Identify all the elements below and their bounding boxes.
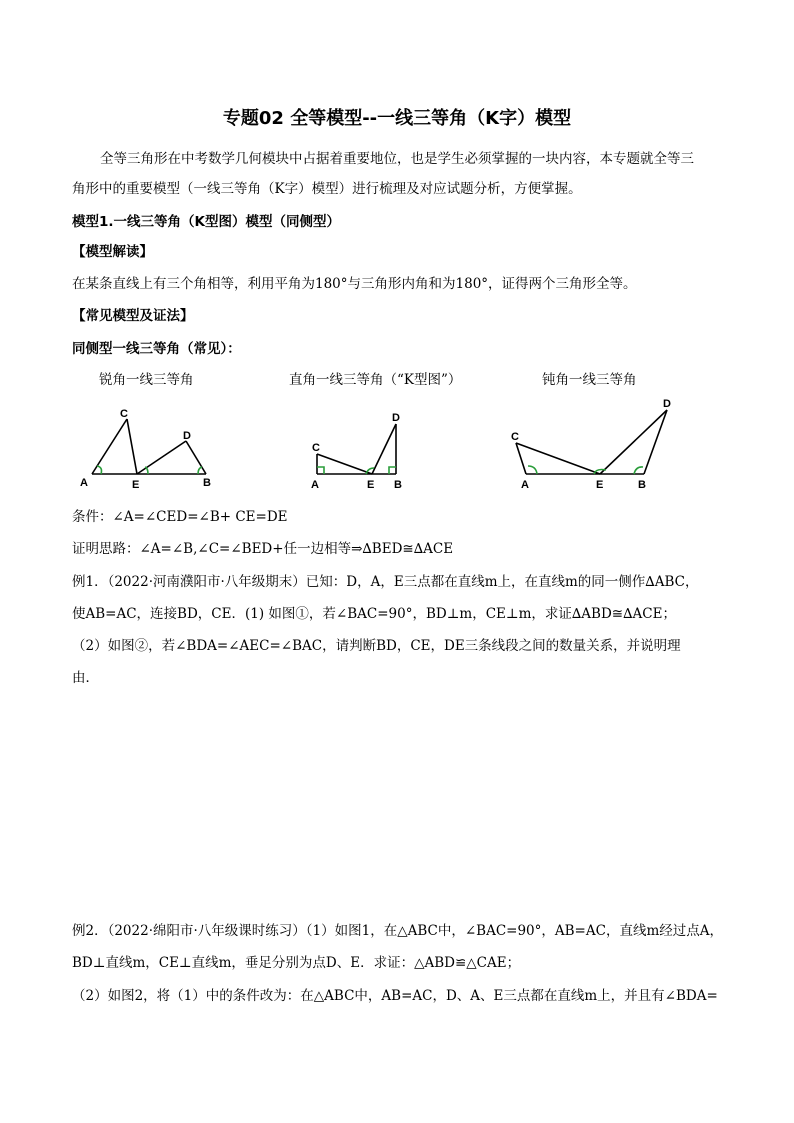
fig2-label-d: D xyxy=(392,412,400,424)
intro-line-1: 全等三角形在中考数学几何模块中占据着重要地位，也是学生必须掌握的一块内容，本专题就全等三 xyxy=(100,151,694,167)
figure-obtuse xyxy=(516,410,667,474)
example1-line-2: 使AB=AC，连接BD，CE．(1) 如图①，若∠BAC=90°，BD⊥m，CE⊥m，求证∆ABD≅∆ACE； xyxy=(72,606,676,622)
caption-acute: 锐角一线三等角 xyxy=(99,372,194,388)
condition-line: 条件：∠A=∠CED=∠B+ CE=DE xyxy=(72,509,288,525)
figure-acute xyxy=(92,419,206,474)
example2-line-3: （2）如图2，将（1）中的条件改为：在△ABC中，AB=AC，D、A、E三点都在直线m上，并且有∠BDA= xyxy=(72,988,718,1004)
fig3-label-b: B xyxy=(638,479,646,491)
caption-obtuse: 钝角一线三等角 xyxy=(542,372,637,388)
fig1-label-d: D xyxy=(183,430,191,442)
example2-line-2: BD⊥直线m，CE⊥直线m，垂足分别为点D、E．求证：△ABD≌△CAE； xyxy=(72,955,521,971)
interpret-text: 在某条直线上有三个角相等，利用平角为180°与三角形内角和为180°，证得两个三角形全等。 xyxy=(72,276,637,292)
fig2-label-b: B xyxy=(394,479,402,491)
figure-right xyxy=(317,424,396,474)
caption-right: 直角一线三等角（“K型图”） xyxy=(289,372,462,388)
intro-line-2: 角形中的重要模型（一线三等角（K字）模型）进行梳理及对应试题分析，方便掌握。 xyxy=(72,181,582,197)
common-heading: 【常见模型及证法】 xyxy=(72,308,194,324)
fig3-label-a: A xyxy=(521,479,529,491)
example1-line-1: 例1．（2022·河南濮阳市·八年级期末）已知：D，A，E三点都在直线m上，在直线m的同一侧作∆ABC， xyxy=(72,574,699,590)
fig3-label-d: D xyxy=(663,398,671,410)
example2-line-1: 例2．（2022·绵阳市·八年级课时练习）（1）如图1，在△ABC中，∠BAC=90°，AB=AC，直线m经过点A， xyxy=(72,923,723,939)
interpret-heading: 【模型解读】 xyxy=(72,244,153,260)
model1-heading: 模型1.一线三等角（K型图）模型（同侧型） xyxy=(72,214,340,230)
same-side-heading: 同侧型一线三等角（常见）： xyxy=(72,341,241,357)
fig2-label-c: C xyxy=(312,442,320,454)
fig3-label-c: C xyxy=(511,431,519,443)
example1-line-3: （2）如图②，若∠BDA=∠AEC=∠BAC，请判断BD，CE，DE三条线段之间的数量关系，并说明理 xyxy=(72,638,681,654)
proof-line: 证明思路：∠A=∠B,∠C=∠BED+任一边相等⇒∆BED≅∆ACE xyxy=(72,541,454,557)
fig2-label-a: A xyxy=(311,479,319,491)
fig3-label-e: E xyxy=(596,479,604,491)
fig1-label-b: B xyxy=(203,477,211,489)
fig1-label-a: A xyxy=(80,477,88,489)
example1-line-4: 由． xyxy=(72,670,99,686)
fig2-label-e: E xyxy=(367,479,375,491)
fig1-label-e: E xyxy=(132,479,140,491)
page-title: 专题02 全等模型--一线三等角（K字）模型 xyxy=(222,108,572,129)
fig1-label-c: C xyxy=(120,408,128,420)
